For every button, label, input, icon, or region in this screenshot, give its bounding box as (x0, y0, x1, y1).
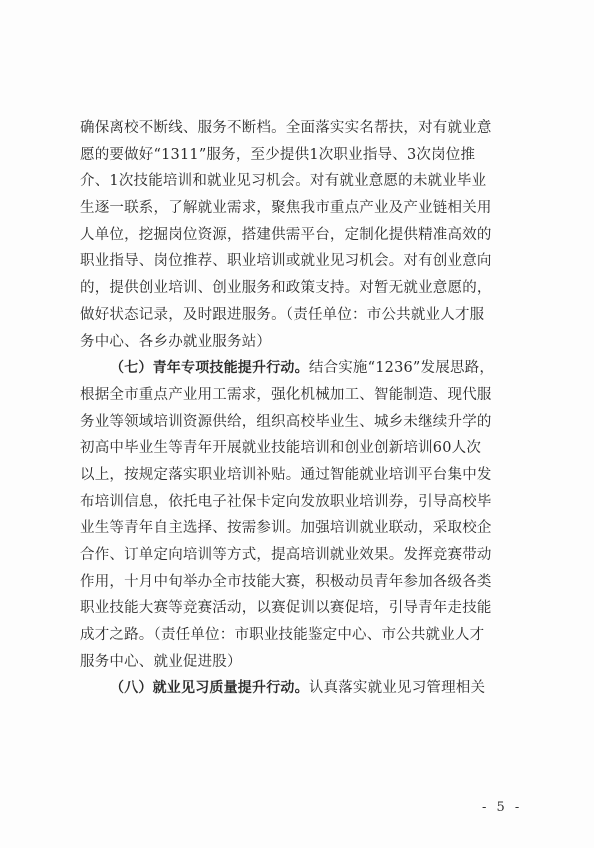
text-line: 以上，按规定落实职业培训补贴。通过智能就业培训平台集中发 (80, 466, 492, 483)
text-line: 介、1次技能培训和就业见习机会。对有就业意愿的未就业毕业 (80, 173, 487, 190)
text-line: 确保离校不断线、服务不断档。全面落实实名帮扶，对有就业意 (80, 120, 492, 136)
text-line: 生逐一联系，了解就业需求，聚焦我市重点产业及产业链相关用 (80, 200, 492, 217)
text-line: 业生等青年自主选择、按需参训。加强培训就业联动，采取校企 (80, 520, 492, 537)
text-line: 合作、订单定向培训等方式，提高培训就业效果。发挥竞赛带动 (80, 547, 492, 563)
text-line: 成才之路。（责任单位：市职业技能鉴定中心、市公共就业人才 (80, 627, 485, 644)
section-7-first-line (80, 355, 520, 382)
text-line: 布培训信息，依托电子社保卡定向发放职业培训券，引导高校毕 (80, 493, 492, 510)
text-line: 的，提供创业培训、创业服务和政策支持。对暂无就业意愿的， (80, 280, 492, 297)
text-line: 做好状态记录，及时跟进服务。（责任单位：市公共就业人才服 (80, 306, 485, 323)
text-line: 职业指导、岗位推荐、职业培训或就业见习机会。对有创业意向 (80, 253, 492, 270)
document-body (80, 115, 520, 702)
text-line: 服务中心、就业促进股） (80, 653, 242, 670)
section-8-heading: （八）就业见习质量提升行动。 (110, 680, 309, 697)
text-line: 务中心、各乡办就业服务站） (80, 333, 272, 350)
page-number: - 5 - (482, 800, 523, 815)
text-line: 务业等领域培训资源供给，组织高校毕业生、城乡未继续升学的 (80, 413, 492, 430)
text-line: 作用，十月中旬举办全市技能大赛，积极动员青年参加各级各类 (80, 573, 492, 590)
section-7-lead: 结合实施“1236”发展思路， (308, 360, 495, 377)
text-line: 人单位，挖掘岗位资源，搭建供需平台，定制化提供精准高效的 (80, 226, 492, 243)
text-line: 初高中毕业生等青年开展就业技能培训和创业创新培训60人次 (80, 440, 482, 457)
section-8-lead: 认真落实就业见习管理相关 (308, 680, 486, 697)
text-line: 愿的要做好“1311”服务，至少提供1次职业指导、3次岗位推 (80, 146, 476, 163)
section-7-heading: （七）青年专项技能提升行动。 (110, 360, 309, 377)
section-8-first-line (80, 675, 520, 702)
text-line: 根据全市重点产业用工需求，强化机械加工、智能制造、现代服 (80, 386, 492, 403)
text-line: 职业技能大赛等竞赛活动，以赛促训以赛促培，引导青年走技能 (80, 600, 492, 617)
